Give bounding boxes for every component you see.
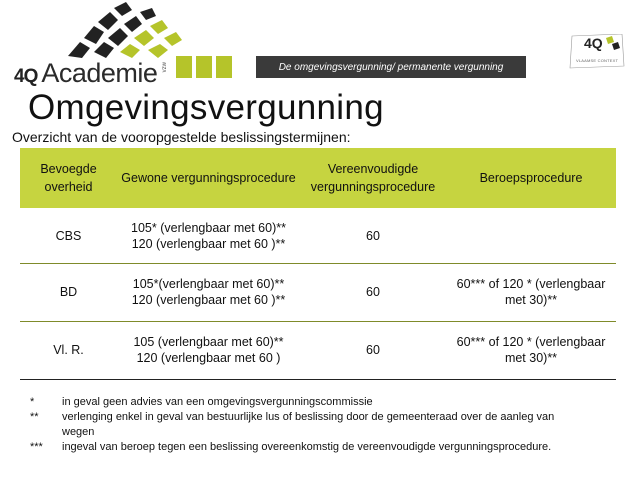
page-title: Omgevingsvergunning xyxy=(28,88,384,127)
footnote xyxy=(30,440,572,455)
green-block xyxy=(216,56,232,78)
cell-regular-line2: 120 (verlengbaar met 60 ) xyxy=(136,351,281,365)
cell-regular xyxy=(117,263,300,321)
footnote-text: verlenging enkel in geval van bestuurlijke lus of beslissing door de gemeenteraad over de aanleg van wegen xyxy=(62,411,555,438)
logo-4q: 4Q xyxy=(14,66,38,87)
table-header-row xyxy=(20,148,616,208)
footnote-text: in geval geen advies van een omgevingsvergunningscommissie xyxy=(62,396,373,408)
logo-mark-icon xyxy=(38,2,188,60)
cell-simplified: 60 xyxy=(300,263,446,321)
header-authority: Bevoegde overheid xyxy=(20,148,117,208)
logo-academie: Academie xyxy=(41,58,158,88)
table-row xyxy=(20,263,616,321)
table-row xyxy=(20,321,616,379)
footnote-mark: * xyxy=(30,396,35,408)
terms-table xyxy=(20,148,616,380)
footnote-text: ingeval van beroep tegen een beslissing overeenkomstig de vereenvoudigde vergunningsprocedure. xyxy=(62,441,552,453)
header-bar xyxy=(176,56,526,78)
footnote xyxy=(30,410,572,440)
cell-authority: CBS xyxy=(20,208,117,263)
cell-appeal xyxy=(446,208,616,263)
cell-regular-line1: 105 (verlengbaar met 60)** xyxy=(133,335,284,349)
footnote xyxy=(30,395,572,410)
table-row xyxy=(20,208,616,263)
header-regular-procedure: Gewone vergunningsprocedure xyxy=(117,148,300,208)
logo-wordmark xyxy=(14,58,157,89)
cell-regular-line2: 120 (verlengbaar met 60 )** xyxy=(131,236,286,251)
cell-regular xyxy=(117,208,300,263)
footnote-mark: *** xyxy=(30,441,43,453)
cell-simplified: 60 xyxy=(300,208,446,263)
cell-authority: BD xyxy=(20,263,117,321)
partner-logo-tagline: VLAAMSE CONTEXT xyxy=(576,58,619,63)
header-label: De omgevingsvergunning/ permanente vergunning xyxy=(256,56,526,78)
cell-simplified: 60 xyxy=(300,321,446,379)
cell-regular xyxy=(117,321,300,379)
logo-vzw: vzw xyxy=(162,62,168,73)
green-block xyxy=(196,56,212,78)
header-simplified-procedure: Vereenvoudigde vergunningsprocedure xyxy=(300,148,446,208)
green-block xyxy=(176,56,192,78)
footnotes xyxy=(30,395,572,455)
cell-authority: Vl. R. xyxy=(20,321,117,379)
cell-regular-line1: 105* (verlengbaar met 60)** xyxy=(131,220,286,235)
cell-regular-line1: 105*(verlengbaar met 60)** xyxy=(132,277,285,291)
partner-logo-4q: 4Q xyxy=(584,35,603,51)
footnote-mark: ** xyxy=(30,411,39,423)
partner-logo xyxy=(568,34,626,70)
cell-appeal: 60*** of 120 * (verlengbaar met 30)** xyxy=(446,263,616,321)
cell-regular-line2: 120 (verlengbaar met 60 )** xyxy=(131,293,286,307)
header-appeal-procedure: Beroepsprocedure xyxy=(446,148,616,208)
page-subtitle: Overzicht van de vooropgestelde beslissingstermijnen: xyxy=(12,129,351,145)
cell-appeal: 60*** of 120 * (verlengbaar met 30)** xyxy=(446,321,616,379)
